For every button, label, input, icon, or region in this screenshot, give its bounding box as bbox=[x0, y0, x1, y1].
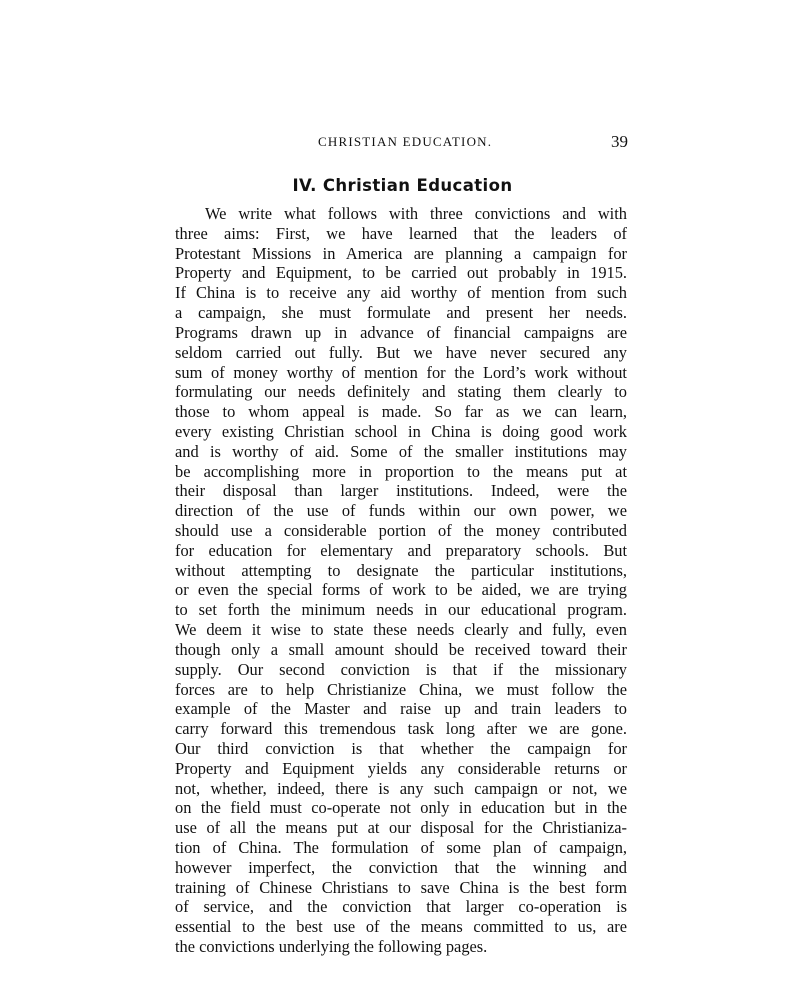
text-line: a campaign, she must formulate and present her needs. bbox=[175, 303, 627, 323]
text-line: the convictions underlying the following pages. bbox=[175, 937, 488, 957]
text-line: those to whom appeal is made. So far as we can learn, bbox=[175, 402, 627, 422]
text-line: every existing Christian school in China is doing good work bbox=[175, 421, 627, 441]
text-line: training of Chinese Christians to save China is the best form bbox=[175, 877, 627, 897]
text-line: and is worthy of aid. Some of the smaller institutions may bbox=[175, 441, 627, 461]
text-line: Programs drawn up in advance of financial campaigns are bbox=[175, 322, 627, 342]
text-line: not, whether, indeed, there is any such campaign or not, we bbox=[175, 778, 627, 798]
text-line: or even the special forms of work to be aided, we are trying bbox=[175, 580, 627, 600]
text-line: though only a small amount should be received toward their bbox=[175, 639, 627, 659]
text-line: essential to the best use of the means committed to us, are bbox=[175, 917, 627, 937]
text-line: supply. Our second conviction is that if the missionary bbox=[175, 659, 627, 679]
text-line: Protestant Missions in America are planning a campaign for bbox=[175, 243, 627, 263]
text-line: forces are to help Christianize China, we must follow the bbox=[175, 679, 627, 699]
text-line: carry forward this tremendous task long after we are gone. bbox=[175, 719, 627, 739]
text-line: use of all the means put at our disposal for the Christianiza- bbox=[175, 818, 627, 838]
body-paragraph bbox=[175, 204, 627, 957]
text-line: for education for elementary and preparatory schools. But bbox=[175, 540, 627, 560]
text-line: on the field must co-operate not only in education but in the bbox=[175, 798, 627, 818]
page-number: 39 bbox=[611, 132, 628, 151]
running-header bbox=[178, 132, 628, 156]
text-line: three aims: First, we have learned that the leaders of bbox=[175, 223, 627, 243]
text-line: however imperfect, the conviction that the winning and bbox=[175, 857, 627, 877]
text-line: Our third conviction is that whether the campaign for bbox=[175, 738, 627, 758]
section-heading: IV. Christian Education bbox=[292, 176, 513, 195]
text-line: to set forth the minimum needs in our educational program. bbox=[175, 600, 627, 620]
text-line: without attempting to designate the particular institutions, bbox=[175, 560, 627, 580]
text-line: example of the Master and raise up and train leaders to bbox=[175, 699, 627, 719]
running-title: CHRISTIAN EDUCATION. bbox=[318, 134, 493, 149]
text-line: direction of the use of funds within our own power, we bbox=[175, 501, 627, 521]
text-line: their disposal than larger institutions. Indeed, were the bbox=[175, 481, 627, 501]
text-line: of service, and the conviction that larger co-operation is bbox=[175, 897, 627, 917]
text-line: formulating our needs definitely and stating them clearly to bbox=[175, 382, 627, 402]
text-line: If China is to receive any aid worthy of mention from such bbox=[175, 283, 627, 303]
text-line: We write what follows with three convictions and with bbox=[205, 204, 627, 223]
text-line: seldom carried out fully. But we have never secured any bbox=[175, 342, 627, 362]
text-line: should use a considerable portion of the money contributed bbox=[175, 521, 627, 540]
text-line: We deem it wise to state these needs clearly and fully, even bbox=[175, 620, 627, 640]
text-line: tion of China. The formulation of some plan of campaign, bbox=[175, 838, 627, 857]
text-line: Property and Equipment, to be carried out probably in 1915. bbox=[175, 263, 627, 283]
text-line: be accomplishing more in proportion to the means put at bbox=[175, 461, 627, 481]
text-line: sum of money worthy of mention for the Lord’s work without bbox=[175, 362, 627, 382]
text-line: Property and Equipment yields any considerable returns or bbox=[175, 758, 627, 778]
